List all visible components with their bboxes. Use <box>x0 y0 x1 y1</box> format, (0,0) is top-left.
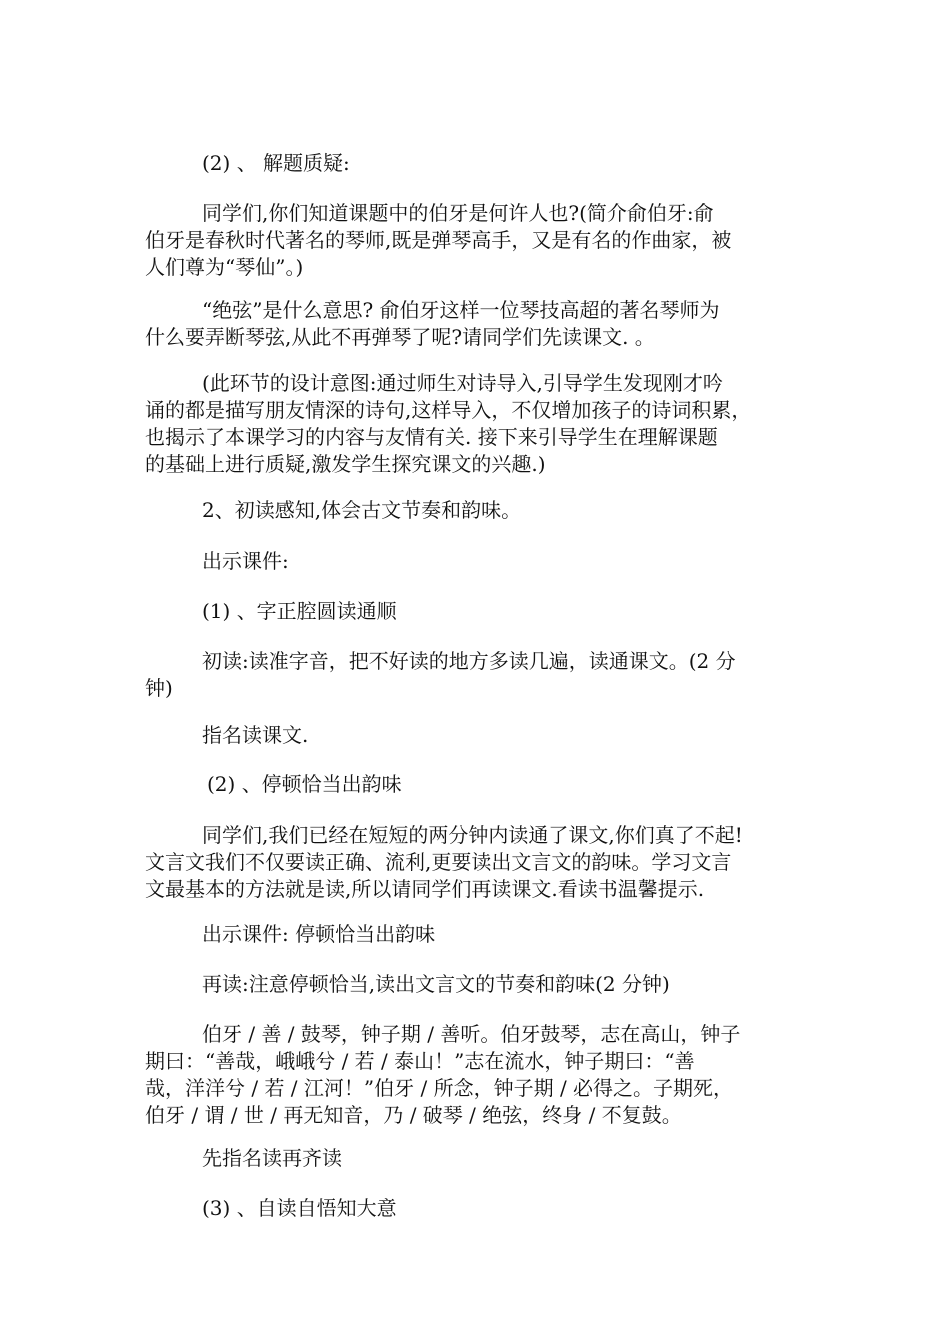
text-line: (1) 、字正腔圆读通顺 <box>202 599 397 623</box>
paragraph-design-intent <box>145 370 813 478</box>
heading-step-2 <box>145 771 813 798</box>
text-line: “绝弦”是什么意思? 俞伯牙这样一位琴技高超的著名琴师为 <box>202 298 720 322</box>
heading-jieti-zhiyi <box>145 150 813 177</box>
text-line: 再读:注意停顿恰当,读出文言文的节奏和韵味(2 分钟) <box>202 972 670 996</box>
label-show-courseware <box>145 548 813 575</box>
paragraph-juexian-question <box>145 297 813 351</box>
text-line: 钟) <box>145 676 173 700</box>
text-line: 哉，洋洋兮 / 若 / 江河！”伯牙 / 所念，钟子期 / 必得之。子期死， <box>145 1076 734 1100</box>
text-line: 同学们,我们已经在短短的两分钟内读通了课文,你们真了不起! <box>202 823 743 847</box>
text-line: 初读:读准字音，把不好读的地方多读几遍，读通课文。(2 分 <box>202 649 736 673</box>
paragraph-intro-boya <box>145 200 813 281</box>
text-line: 伯牙 / 善 / 鼓琴，钟子期 / 善听。伯牙鼓琴，志在高山，钟子 <box>202 1022 741 1046</box>
paragraph-group-reading <box>145 1145 813 1172</box>
paragraph-praise-students <box>145 822 813 903</box>
text-line: 文言文我们不仅要读正确、流利,更要读出文言文的韵味。学习文言 <box>145 850 732 874</box>
text-line: 2、初读感知,体会古文节奏和韵味。 <box>202 498 522 522</box>
text-line: 的基础上进行质疑,激发学生探究课文的兴趣.) <box>145 452 546 476</box>
paragraph-first-reading <box>145 648 813 702</box>
text-line: 出示课件: 停顿恰当出韵味 <box>202 922 436 946</box>
text-line: 人们尊为“琴仙”。) <box>145 255 304 279</box>
text-line: 期曰：“善哉，峨峨兮 / 若 / 泰山！”志在流水，钟子期曰：“善 <box>145 1049 695 1073</box>
text-line: 出示课件: <box>202 549 289 573</box>
text-line: (2) 、 解题质疑: <box>202 151 350 175</box>
text-line: 先指名读再齐读 <box>202 1146 342 1170</box>
text-line: 伯牙是春秋时代著名的琴师,既是弹琴高手，又是有名的作曲家，被 <box>145 228 732 252</box>
text-line: 文最基本的方法就是读,所以请同学们再读课文.看读书温馨提示. <box>145 877 705 901</box>
text-line: 也揭示了本课学习的内容与友情有关. 接下来引导学生在理解课题 <box>145 425 718 449</box>
text-line: (2) 、停顿恰当出韵味 <box>207 772 402 796</box>
paragraph-second-reading <box>145 971 813 998</box>
label-show-courseware-2 <box>145 921 813 948</box>
heading-chudu-ganzhi <box>145 497 813 524</box>
text-line: 伯牙 / 谓 / 世 / 再无知音，乃 / 破琴 / 绝弦，终身 / 不复鼓。 <box>145 1103 682 1127</box>
text-line: 同学们,你们知道课题中的伯牙是何许人也?(简介俞伯牙:俞 <box>202 201 714 225</box>
text-line: (3) 、自读自悟知大意 <box>202 1196 397 1220</box>
text-line: 指名读课文. <box>202 723 309 747</box>
text-line: (此环节的设计意图:通过师生对诗导入,引导学生发现刚才吟 <box>202 371 723 395</box>
paragraph-name-reading <box>145 722 813 749</box>
heading-step-1 <box>145 598 813 625</box>
text-line: 什么要弄断琴弦,从此不再弹琴了呢?请同学们先读课文. 。 <box>145 325 655 349</box>
heading-step-3 <box>145 1195 813 1222</box>
paragraph-classical-text <box>145 1021 813 1129</box>
text-line: 诵的都是描写朋友情深的诗句,这样导入，不仅增加孩子的诗词积累， <box>145 398 752 422</box>
